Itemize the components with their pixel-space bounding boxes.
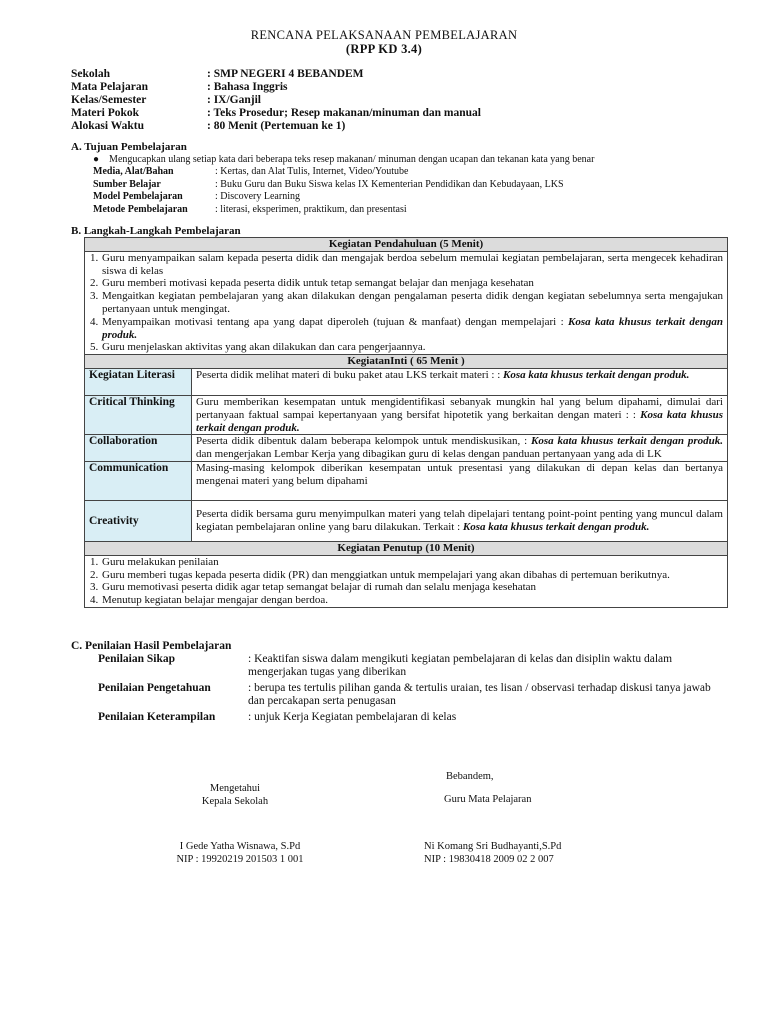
list-item: 2. Guru memberi motivasi kepada peserta didik untuk tetap semangat belajar dan menjaga kesehatan <box>101 277 723 290</box>
identity-block <box>71 68 481 133</box>
identity-row-materi: Materi Pokok : Teks Prosedur; Resep makanan/minuman dan manual <box>71 107 481 119</box>
media-row: Media, Alat/Bahan : Kertas, dan Alat Tulis, Internet, Video/Youtube Sumber Belajar : Buku Guru dan Buku Siswa kelas IX Kementerian Pendidikan dan Kebudayaan, LKS Model Pembelajaran : Discovery Learning Metode Pembelajaran : literasi, eksperimen, praktikum, dan presentasi <box>93 166 564 215</box>
identity-row-mapel: Mata Pelajaran : Bahasa Inggris <box>71 81 288 93</box>
collaboration-label: Collaboration <box>85 435 192 462</box>
communication-label: Communication <box>85 461 192 500</box>
list-item: 1. Guru melakukan penilaian <box>101 556 723 569</box>
critical-label: Critical Thinking <box>85 395 192 434</box>
creativity-label: Creativity <box>85 500 192 541</box>
list-item: 3. Mengaitkan kegiatan pembelajaran yang akan dilakukan dengan pengalaman peserta didik dengan kegiatan sebelumnya serta mengajukan pertanyaan untuk mengingat. <box>101 290 723 316</box>
list-item: 4. Menutup kegiatan belajar mengajar dengan berdoa. <box>101 594 723 607</box>
document-title: RENCANA PELAKSANAAN PEMBELAJARAN <box>250 28 518 42</box>
penutup-cell <box>85 555 728 607</box>
section-a-heading: A. Tujuan Pembelajaran <box>71 141 187 153</box>
document-subtitle: (RPP KD 3.4) <box>345 42 423 56</box>
list-item: 4. Menyampaikan motivasi tentang apa yang dapat diperoleh (tujuan & manfaat) dengan mempelajari : Kosa kata khusus terkait dengan produk. <box>101 316 723 342</box>
identity-row-kelas: Kelas/Semester : IX/Ganjil <box>71 94 261 106</box>
assessment-pengetahuan: Penilaian Pengetahuan : berupa tes tertulis pilihan ganda & tertulis uraian, tes lisan / observasi terhadap diskusi tanya jawab dan percakapan serta penugasan <box>98 682 711 707</box>
creativity-text: Peserta didik bersama guru menyimpulkan materi yang telah dipelajari tentang point-point penting yang muncul dalam kegiatan pembelajaran online yang baru dilakukan. Terkait : Kosa kata khusus terkait dengan produk. <box>192 500 728 541</box>
communication-text: Masing-masing kelompok diberikan kesempatan untuk presentasi yang dilakukan di depan kelas dan bertanya mengenai materi yang belum dipahami <box>192 461 728 500</box>
signature-right-name: Ni Komang Sri Budhayanti,S.Pd NIP : 19830418 2009 02 2 007 <box>424 841 562 865</box>
tujuan-bullet: ● Mengucapkan ulang setiap kata dari beberapa teks resep makanan/ minuman dengan ucapan dan tekanan kata yang benar <box>93 154 595 165</box>
penutup-header: Kegiatan Penutup (10 Menit) <box>85 541 728 555</box>
assessment-sikap: Penilaian Sikap : Keaktifan siswa dalam mengikuti kegiatan pembelajaran di kelas dan disiplin waktu dalam mengerjakan tugas yang diberikan <box>98 653 673 678</box>
pendahuluan-cell <box>85 251 728 354</box>
bullet-icon: ● <box>93 154 100 165</box>
literasi-label: Kegiatan Literasi <box>85 368 192 395</box>
collaboration-text: Peserta didik dibentuk dalam beberapa kelompok untuk mendiskusikan, : Kosa kata khusus terkait dengan produk. dan mengerjakan Lembar Kerja yang dibagikan guru di kelas dengan panduan pertanyaan yang ada di LK <box>192 435 728 462</box>
signature-left: Mengetahui Kepala Sekolah <box>201 783 269 807</box>
list-item: 1. Guru menyampaikan salam kepada peserta didik dan mengajak berdoa sebelum memulai kegiatan pembelajaran, serta mengecek kehadiran siswa di kelas <box>101 252 723 278</box>
section-b-heading: B. Langkah-Langkah Pembelajaran <box>71 225 241 237</box>
critical-text: Guru memberikan kesempatan untuk mengidentifikasi sebanyak mungkin hal yang belum dipahami, dimulai dari pertanyaan faktual sampai kepertanyaan yang bersifat hipotetik yang berkaitan dengan materi : : Kosa kata khusus terkait dengan produk. <box>192 395 728 434</box>
signature-left-name: I Gede Yatha Wisnawa, S.Pd NIP : 19920219 201503 1 001 <box>176 841 304 865</box>
assessment-keterampilan: Penilaian Keterampilan : unjuk Kerja Kegiatan pembelajaran di kelas <box>98 711 457 723</box>
list-item: 2. Guru memberi tugas kepada peserta didik (PR) dan menggiatkan untuk mempelajari yang akan dibahas di pertemuan berikutnya. <box>101 569 723 582</box>
assessment-block <box>98 653 730 727</box>
list-item: 3. Guru memotivasi peserta didik agar tetap semangat belajar di rumah dan selalu menjaga kesehatan <box>101 581 723 594</box>
identity-row-alokasi: Alokasi Waktu : 80 Menit (Pertemuan ke 1) <box>71 120 346 132</box>
inti-header: KegiatanInti ( 65 Menit ) <box>85 355 728 369</box>
signature-right: Bebandem, Guru Mata Pelajaran <box>444 771 532 805</box>
section-c-heading: C. Penilaian Hasil Pembelajaran <box>71 640 232 652</box>
literasi-text: Peserta didik melihat materi di buku paket atau LKS terkait materi : : Kosa kata khusus terkait dengan produk. <box>192 368 728 395</box>
activities-table <box>84 237 728 608</box>
identity-row-sekolah: Sekolah : SMP NEGERI 4 BEBANDEM <box>71 68 364 80</box>
list-item: 5. Guru menjelaskan aktivitas yang akan dilakukan dan cara pengerjaannya. <box>101 341 723 354</box>
pendahuluan-header: Kegiatan Pendahuluan (5 Menit) <box>85 238 728 252</box>
